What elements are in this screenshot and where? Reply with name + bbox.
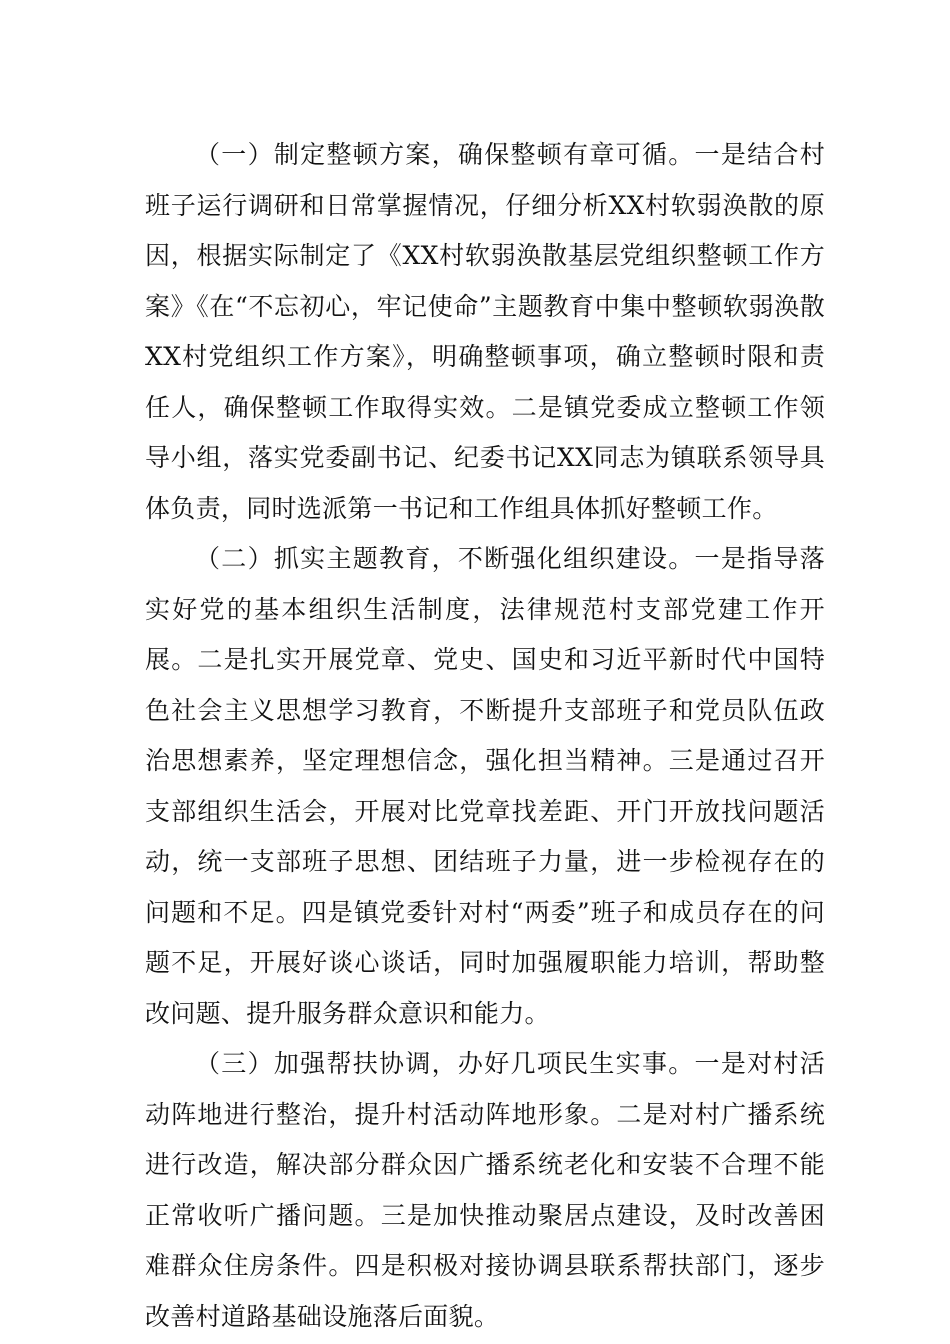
document-body (145, 130, 825, 1342)
paragraph-2: （二）抓实主题教育，不断强化组织建设。一是指导落实好党的基本组织生活制度，法律规范村支部党建工作开展。二是扎实开展党章、党史、国史和习近平新时代中国特色社会主义思想学习教育，不断提升支部班子和党员队伍政治思想素养，坚定理想信念，强化担当精神。三是通过召开支部组织生活会，开展对比党章找差距、开门开放找问题活动，统一支部班子思想、团结班子力量，进一步检视存在的问题和不足。四是镇党委针对村“两委”班子和成员存在的问题不足，开展好谈心谈话，同时加强履职能力培训，帮助整改问题、提升服务群众意识和能力。 (145, 544, 825, 1028)
paragraph-1: （一）制定整顿方案，确保整顿有章可循。一是结合村班子运行调研和日常掌握情况，仔细分析XX村软弱涣散的原因，根据实际制定了《XX村软弱涣散基层党组织整顿工作方案》《在“不忘初心，牢记使命”主题教育中集中整顿软弱涣散XX村党组织工作方案》，明确整顿事项，确立整顿时限和责任人，确保整顿工作取得实效。二是镇党委成立整顿工作领导小组，落实党委副书记、纪委书记XX同志为镇联系领导具体负责，同时选派第一书记和工作组具体抓好整顿工作。 (145, 140, 825, 523)
paragraph-3: （三）加强帮扶协调，办好几项民生实事。一是对村活动阵地进行整治，提升村活动阵地形象。二是对村广播系统进行改造，解决部分群众因广播系统老化和安装不合理不能正常收听广播问题。三是加快推动聚居点建设，及时改善困难群众住房条件。四是积极对接协调县联系帮扶部门，逐步改善村道路基础设施落后面貌。 (145, 1049, 825, 1331)
